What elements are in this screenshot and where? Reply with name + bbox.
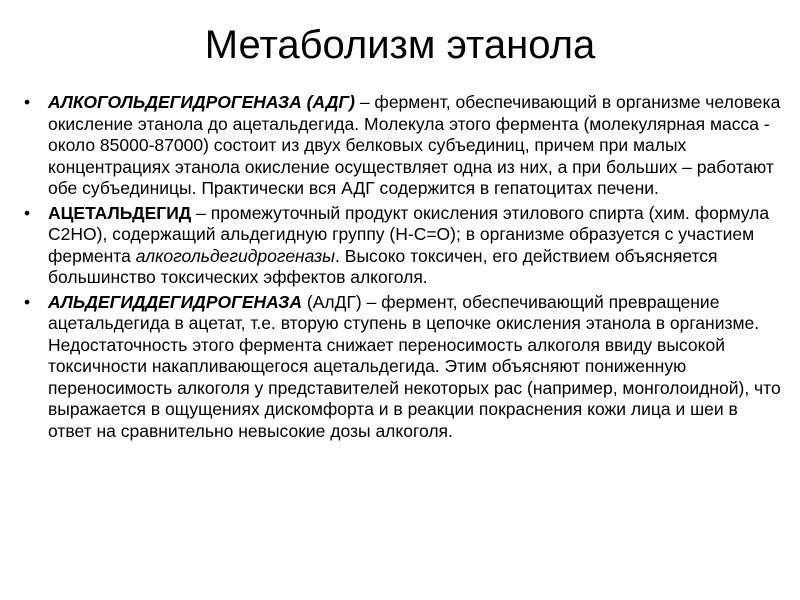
bullet-marker: •	[24, 92, 31, 112]
bullet-acetaldehyde	[22, 203, 782, 289]
text-acetaldehyde-after: . Высоко токсичен, его действием объясняется большинство токсических эффектов алкоголя.	[48, 245, 718, 287]
text-acetaldehyde-before: – промежуточный продукт окисления этилового спирта (хим. формула C2HO), содержащий альдегидную группу (H-C=O); в организме образуется с участием фермента	[48, 202, 770, 266]
bullet-list	[22, 92, 782, 445]
text-acetaldehyde-italic: алкогольдегидрогеназы	[135, 245, 336, 266]
term-acetaldehyde: АЦЕТАЛЬДЕГИД	[48, 202, 192, 223]
bullet-adh	[22, 92, 782, 200]
bullet-marker: •	[24, 202, 31, 223]
text-adh: – фермент, обеспечивающий в организме человека окисление этанола до ацетальдегида. Молекула этого фермента (молекулярная масса - около 85000-87000) состоит из двух белковых субъединиц, причем при малых концентрациях этанола окисление осуществляет одна из них, а при больших – работают обе субъединицы. Практически вся АДГ содержится в гепатоцитах печени.	[48, 92, 781, 198]
term-aldh: АЛЬДЕГИДДЕГИДРОГЕНАЗА	[48, 291, 303, 312]
slide-title: Метаболизм этанола	[204, 23, 596, 67]
term-adh: АЛКОГОЛЬДЕГИДРОГЕНАЗА (АДГ)	[48, 92, 355, 112]
bullet-marker: •	[24, 291, 31, 312]
text-aldh: (АлДГ) – фермент, обеспечивающий превращение ацетальдегида в ацетат, т.е. вторую ступень в цепочке окисления этанола в организме. Недостаточность этого фермента снижает переносимость алкоголя ввиду высокой токсичности накапливающегося ацетальдегида. Этим объясняют пониженную переносимость алкоголя у представителей некоторых рас (например, монголоидной), что выражается в ощущениях дискомфорта и в реакции покраснения кожи лица и шеи в ответ на сравнительно невысокие дозы алкоголя.	[48, 291, 781, 441]
bullet-aldh	[22, 292, 782, 443]
